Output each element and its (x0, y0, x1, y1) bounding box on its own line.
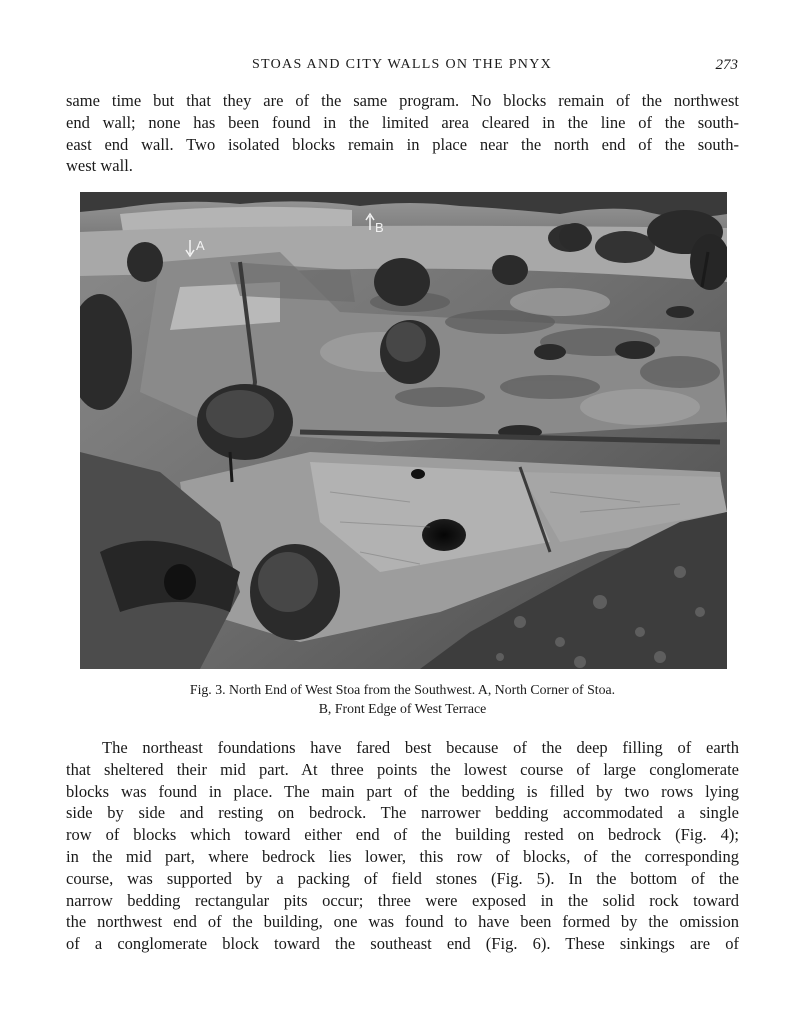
text-line: blocks was found in place. The main part of the bedding is filled by two rows lying (66, 781, 739, 801)
caption-line: Fig. 3. North End of West Stoa from the Southwest. A, North Corner of Stoa. (189, 682, 616, 697)
text-line: in the mid part, where bedrock lies lower, this row of blocks, of the corresponding (66, 846, 739, 866)
page-number: 273 (715, 57, 738, 73)
text-line: end wall; none has been found in the limited area cleared in the line of the south- (66, 112, 739, 132)
text-line: side by side and resting on bedrock. The narrower bedding accommodated a single (66, 803, 739, 823)
text-line: course, was supported by a packing of field stones (Fig. 5). In the bottom of the (66, 868, 739, 888)
label-b-text: B (375, 220, 384, 235)
text-line: of a conglomerate block toward the southeast end (Fig. 6). These sinkings are of (66, 934, 739, 954)
paragraph-northeast-foundations (66, 737, 739, 955)
caption-line: B, Front Edge of West Terrace (318, 701, 487, 716)
text-line: the northwest end of the building, one was found to have been formed by the omission (66, 912, 739, 932)
text-line: same time but that they are of the same program. No blocks remain of the northwest (66, 91, 739, 110)
figure-caption (66, 680, 739, 718)
site-photo (80, 192, 727, 669)
text-line: east end wall. Two isolated blocks remain in place near the north end of the south- (66, 134, 739, 154)
figure-photograph (80, 192, 727, 669)
text-line: that sheltered their mid part. At three points the lowest course of large conglomerate (66, 759, 739, 779)
text-line: narrow bedding rectangular pits occur; three were exposed in the solid rock toward (66, 890, 739, 910)
text-line: row of blocks which toward either end of the building rested on bedrock (Fig. 4); (66, 825, 739, 845)
paragraph-continued (66, 90, 739, 177)
running-header (66, 54, 738, 76)
label-a-text: A (196, 238, 205, 253)
text-line: The northeast foundations have fared best because of the deep filling of earth (102, 738, 739, 757)
text-line: west wall. (66, 156, 133, 176)
running-title: STOAS AND CITY WALLS ON THE PNYX (251, 57, 553, 72)
